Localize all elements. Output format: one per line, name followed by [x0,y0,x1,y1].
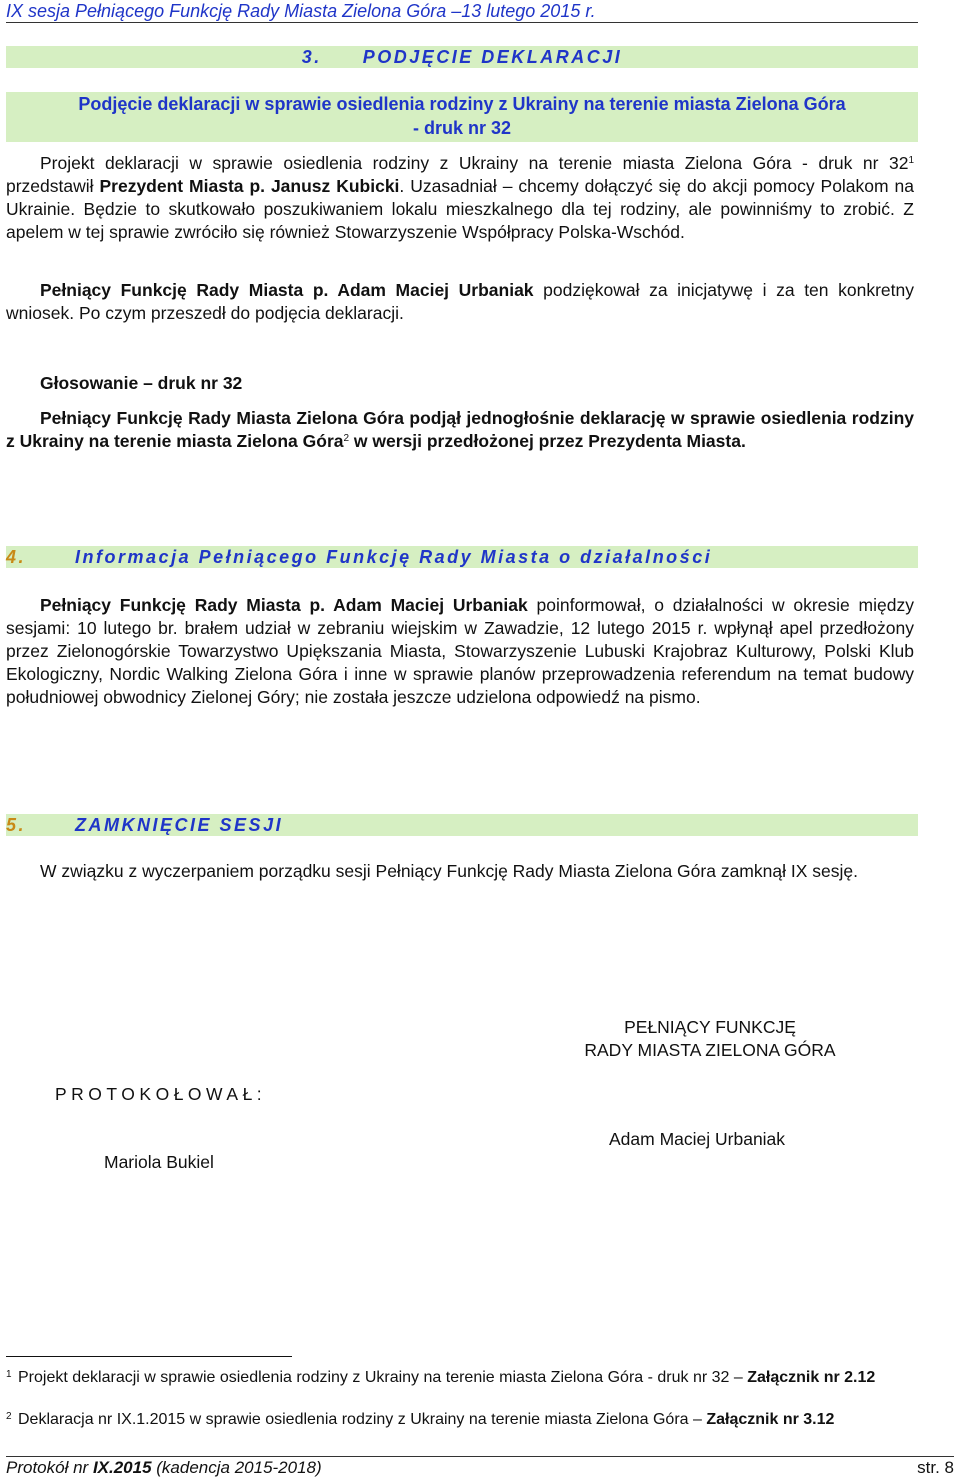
protocol-signature-name: Mariola Bukiel [104,1152,214,1172]
footnote-ref-1[interactable]: 1 [908,155,914,166]
section-5-paragraph: W związku z wyczerpaniem porządku sesji Pełniący Funkcję Rady Miasta Zielona Góra zamknął IX sesję. [40,861,858,881]
page-header [6,0,918,23]
section-3-subtitle [6,92,918,142]
chair-name: Pełniący Funkcję Rady Miasta p. Adam Maciej Urbaniak [40,280,534,300]
chair-signature-name: Adam Maciej Urbaniak [609,1129,786,1149]
vote-heading: Głosowanie – druk nr 32 [40,373,243,393]
chair-title-line-1: PEŁNIĄCY FUNKCJĘ [624,1017,796,1037]
section-4-paragraph: Pełniący Funkcję Rady Miasta p. Adam Maciej Urbaniak poinformował, o działalności w okresie między sesjami: 10 lutego br. brałem udział w zebraniu wiejskim w Zawadzie, 12 lutego 2015 r. wpłynął apel przedłożony przez Zielonogórskie Towarzystwo Upiększania Miasta, Stowarzyszenie Lubuski Krajobraz Kulturowy, Polski Klub Ekologiczny, Nordic Walking Zielona Góra i inne w sprawie planów przeprowadzenia referendum na temat budowy południowej obwodnicy Zielonej Góry; nie została jeszcze udzielona odpowiedź na pismo. [6,595,914,707]
section-5-title: ZAMKNIĘCIE SESJI [75,815,284,835]
chair-title-line-2: RADY MIASTA ZIELONA GÓRA [584,1040,836,1060]
section-4-number: 4. [6,547,27,567]
section-3-subtitle-line-1: Podjęcie deklaracji w sprawie osiedlenia rodziny z Ukrainy na terenie miasta Zielona Góra [78,94,846,114]
footnote-1: $^1$ Projekt deklaracji w sprawie osiedlenia rodziny z Ukrainy na terenie miasta Zielona Góra - druk nr 32 – Załącznik nr 2.12 [6,1369,876,1386]
page-number: str. 8 [917,1458,954,1477]
section-4-heading [6,546,918,568]
protocol-number: IX.2015 [92,1458,152,1477]
chair-signature-block [560,1016,860,1062]
footnote-separator [6,1356,292,1357]
presenter-name: Prezydent Miasta p. Janusz Kubicki [99,176,400,196]
page-header-title: IX sesja Pełniącego Funkcję Rady Miasta Zielona Góra –13 lutego 2015 r. [6,1,596,21]
section-3-title: PODJĘCIE DEKLARACJI [362,47,623,67]
page-footer: Protokół nr IX.2015 (kadencja 2015-2018) str. 8 [6,1458,954,1477]
section-3-number: 3. [301,47,322,67]
section-5-heading [6,814,918,836]
section-3-heading [6,46,918,68]
footnote-2: $^2$ Deklaracja nr IX.1.2015 w sprawie osiedlenia rodziny z Ukrainy na terenie miasta Zielona Góra – Załącznik nr 3.12 [6,1411,835,1428]
section-5-number: 5. [6,815,27,835]
footnote-ref-2[interactable]: 2 [343,433,350,444]
section-3-paragraph-1: Projekt deklaracji w sprawie osiedlenia rodziny z Ukrainy na terenie miasta Zielona Góra - druk nr $32^1$ przedstawił Prezydent Miasta p. Janusz Kubicki. Uzasadniał – chcemy dołączyć się do akcji pomocy Polakom na Ukrainie. Będzie to skutkowało poszukiwaniem lokalu mieszkalnego dla tej rodziny, ale powinniśmy to zrobić. Z apelem w tej sprawie zwróciło się również Stowarzyszenie Współpracy Polska-Wschód. [6,153,915,242]
protocol-label: PROTOKOŁOWAŁ: [55,1084,267,1104]
section-3-subtitle-line-2: - druk nr 32 [412,118,512,138]
vote-result: Pełniący Funkcję Rady Miasta Zielona Góra podjął jednogłośnie deklarację w sprawie osiedlenia rodziny z Ukrainy na terenie miasta Zielona Góra$^2$ w wersji przedłożonej przez Prezydenta Miasta. [6,408,914,451]
section-4-title: Informacja Pełniącego Funkcję Rady Miasta o działalności [75,547,713,567]
section-3-paragraph-2: Pełniący Funkcję Rady Miasta p. Adam Maciej Urbaniak podziękował za inicjatywę i za ten konkretny wniosek. Po czym przeszedł do podjęcia deklaracji. [6,280,914,323]
chair-name: Pełniący Funkcję Rady Miasta p. Adam Maciej Urbaniak [40,595,528,615]
